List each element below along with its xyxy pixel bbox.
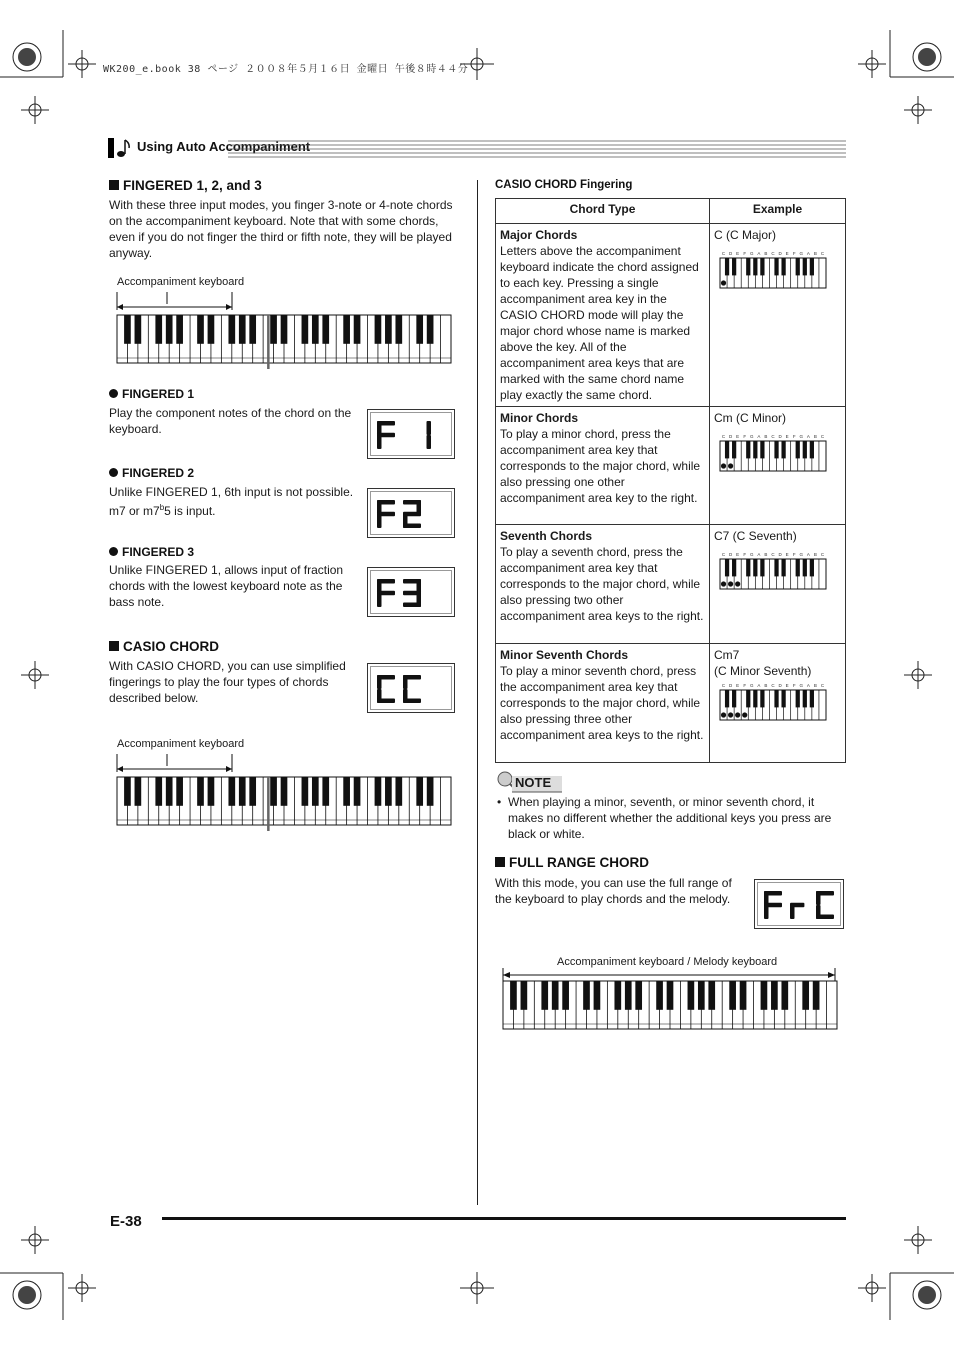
svg-text:D: D xyxy=(728,552,733,557)
svg-text:E: E xyxy=(736,683,740,688)
table-caption: CASIO CHORD Fingering xyxy=(495,179,633,191)
mini-keyboard-c-major xyxy=(719,249,827,289)
section-header xyxy=(108,136,846,160)
accompaniment-range-arrow-1 xyxy=(116,290,236,310)
svg-text:F: F xyxy=(792,434,796,439)
svg-text:C: C xyxy=(721,683,726,688)
example-label: Cm7 xyxy=(714,648,740,662)
svg-text:C: C xyxy=(771,434,775,439)
page-number: E-38 xyxy=(110,1213,142,1230)
svg-text:C: C xyxy=(721,251,726,256)
svg-text:G: G xyxy=(750,552,754,557)
svg-text:B: B xyxy=(764,251,768,256)
example-label-sub: (C Minor Seventh) xyxy=(714,664,812,678)
col-header-example: Example xyxy=(710,199,846,224)
svg-text:A: A xyxy=(757,251,761,256)
accompaniment-range-arrow-2 xyxy=(116,752,236,772)
table-row xyxy=(496,525,846,644)
chord-type-desc: Letters above the accompaniment keyboard indicate the chord assigned to each key. Pressing a single accompaniment area key in the CASIO CHORD mode will play the major chord whose name is marked above the key. All of the accompaniment area keys that are marked with the same chord name play exactly the same chord. xyxy=(500,244,699,402)
svg-text:F: F xyxy=(792,683,796,688)
fingered2-heading: FINGERED 2 xyxy=(109,466,194,480)
svg-text:D: D xyxy=(728,683,733,688)
lcd-display-f1 xyxy=(367,409,455,459)
keyboard-label-3: Accompaniment keyboard / Melody keyboard xyxy=(557,956,778,968)
lcd-display-frc xyxy=(754,879,844,929)
svg-text:G: G xyxy=(750,683,754,688)
table-row xyxy=(496,407,846,525)
svg-text:B: B xyxy=(764,552,768,557)
lcd-display-f3 xyxy=(367,567,455,617)
svg-text:C: C xyxy=(721,434,726,439)
svg-text:C: C xyxy=(771,683,775,688)
svg-text:B: B xyxy=(813,552,817,557)
svg-text:F: F xyxy=(792,552,796,557)
fingered1-heading: FINGERED 1 xyxy=(109,387,194,401)
table-row xyxy=(496,644,846,763)
svg-text:D: D xyxy=(728,251,733,256)
svg-text:A: A xyxy=(806,251,810,256)
svg-text:C: C xyxy=(820,434,825,439)
fingered3-heading: FINGERED 3 xyxy=(109,545,194,559)
fingered-heading: FINGERED 1, 2, and 3 xyxy=(109,178,262,193)
column-divider xyxy=(477,180,478,1205)
svg-text:G: G xyxy=(799,683,804,688)
svg-text:C: C xyxy=(721,552,726,557)
note-text: When playing a minor, seventh, or minor seventh chord, it makes no different whether the additional keys you press are black or white. xyxy=(508,795,832,841)
keyboard-diagram-2 xyxy=(116,776,452,832)
svg-text:E: E xyxy=(785,552,789,557)
svg-text:G: G xyxy=(799,552,804,557)
casio-chord-heading: CASIO CHORD xyxy=(109,639,219,654)
chord-fingering-table xyxy=(495,198,846,763)
chord-type-desc: To play a seventh chord, press the accompaniment area key that corresponds to the major chord, while also pressing two other accompaniment area keys to the right. xyxy=(500,545,704,623)
svg-text:A: A xyxy=(757,434,761,439)
col-header-chord-type: Chord Type xyxy=(496,199,710,224)
svg-text:B: B xyxy=(813,251,817,256)
keyboard-diagram-3 xyxy=(502,980,838,1032)
svg-text:C: C xyxy=(820,552,825,557)
footer-rule xyxy=(162,1217,846,1220)
mini-keyboard-c-minor xyxy=(719,432,827,472)
chord-type-desc: To play a minor seventh chord, press the accompaniment area key that corresponds to the major chord, while also pressing three other accompaniment area keys to the right. xyxy=(500,664,704,742)
svg-text:A: A xyxy=(757,552,761,557)
svg-text:D: D xyxy=(778,251,782,256)
svg-text:G: G xyxy=(799,434,804,439)
header-bar xyxy=(108,138,114,158)
fingered2-text: Unlike FINGERED 1, 6th input is not possible. m7 or m7$^b$5 is input. xyxy=(109,485,354,518)
svg-text:G: G xyxy=(750,434,754,439)
svg-text:F: F xyxy=(743,552,747,557)
example-label: C (C Major) xyxy=(714,228,776,242)
svg-text:B: B xyxy=(813,683,817,688)
fingered3-text: Unlike FINGERED 1, allows input of fraction chords with the lowest keyboard note as the bass note. xyxy=(109,563,344,609)
note-bullet: • xyxy=(497,795,502,809)
svg-text:F: F xyxy=(743,683,747,688)
svg-text:E: E xyxy=(785,251,789,256)
note-title: NOTE xyxy=(515,775,552,790)
svg-text:F: F xyxy=(743,434,747,439)
music-note-icon xyxy=(116,138,134,163)
chord-type-name: Major Chords xyxy=(500,228,578,242)
svg-text:F: F xyxy=(743,251,747,256)
mini-keyboard-c-seventh xyxy=(719,550,827,590)
print-header: WK200_e.book 38 ページ ２００８年５月１６日 金曜日 午後８時４４分 xyxy=(103,64,469,75)
fingered1-text: Play the component notes of the chord on the keyboard. xyxy=(109,406,352,436)
chord-type-name: Seventh Chords xyxy=(500,529,593,543)
svg-text:E: E xyxy=(736,251,740,256)
keyboard-label-1: Accompaniment keyboard xyxy=(117,276,245,288)
chord-type-name: Minor Chords xyxy=(500,411,578,425)
table-header-row xyxy=(496,199,846,224)
svg-text:D: D xyxy=(728,434,733,439)
svg-text:E: E xyxy=(736,434,740,439)
svg-text:F: F xyxy=(792,251,796,256)
svg-text:C: C xyxy=(771,251,775,256)
svg-text:E: E xyxy=(736,552,740,557)
svg-text:D: D xyxy=(778,434,782,439)
casio-chord-text: With CASIO CHORD, you can use simplified fingerings to play the four types of chords described below. xyxy=(109,659,346,705)
lcd-display-cc xyxy=(367,663,455,713)
header-rules xyxy=(228,136,846,160)
svg-text:D: D xyxy=(778,683,782,688)
mini-keyboard-c-minor-seventh xyxy=(719,681,827,721)
example-label: C7 (C Seventh) xyxy=(714,529,797,543)
svg-text:A: A xyxy=(757,683,761,688)
chord-type-desc: To play a minor chord, press the accompaniment area key that corresponds to the major chord, while also pressing one other accompaniment area key to the right. xyxy=(500,427,701,505)
svg-text:C: C xyxy=(771,552,775,557)
svg-text:A: A xyxy=(806,434,810,439)
keyboard-label-2: Accompaniment keyboard xyxy=(117,738,245,750)
svg-text:A: A xyxy=(806,552,810,557)
table-row xyxy=(496,224,846,407)
svg-text:B: B xyxy=(764,683,768,688)
chord-type-name: Minor Seventh Chords xyxy=(500,648,629,662)
full-range-heading: FULL RANGE CHORD xyxy=(495,855,649,870)
svg-text:C: C xyxy=(820,683,825,688)
fingered-intro: With these three input modes, you finger 3-note or 4-note chords on the accompaniment keyboard. Note that with some chords, even if you do not finger the third or fifth note, they will be played anyway. xyxy=(109,198,453,260)
keyboard-diagram-1 xyxy=(116,314,452,370)
svg-text:D: D xyxy=(778,552,782,557)
svg-text:G: G xyxy=(750,251,754,256)
example-label: Cm (C Minor) xyxy=(714,411,786,425)
svg-text:B: B xyxy=(813,434,817,439)
svg-text:B: B xyxy=(764,434,768,439)
svg-text:E: E xyxy=(785,683,789,688)
svg-text:E: E xyxy=(785,434,789,439)
section-title: Using Auto Accompaniment xyxy=(137,139,311,154)
full-range-text: With this mode, you can use the full range of the keyboard to play chords and the melody. xyxy=(495,876,732,906)
lcd-display-f2 xyxy=(367,488,455,538)
svg-text:C: C xyxy=(820,251,825,256)
svg-text:A: A xyxy=(806,683,810,688)
svg-text:G: G xyxy=(799,251,804,256)
